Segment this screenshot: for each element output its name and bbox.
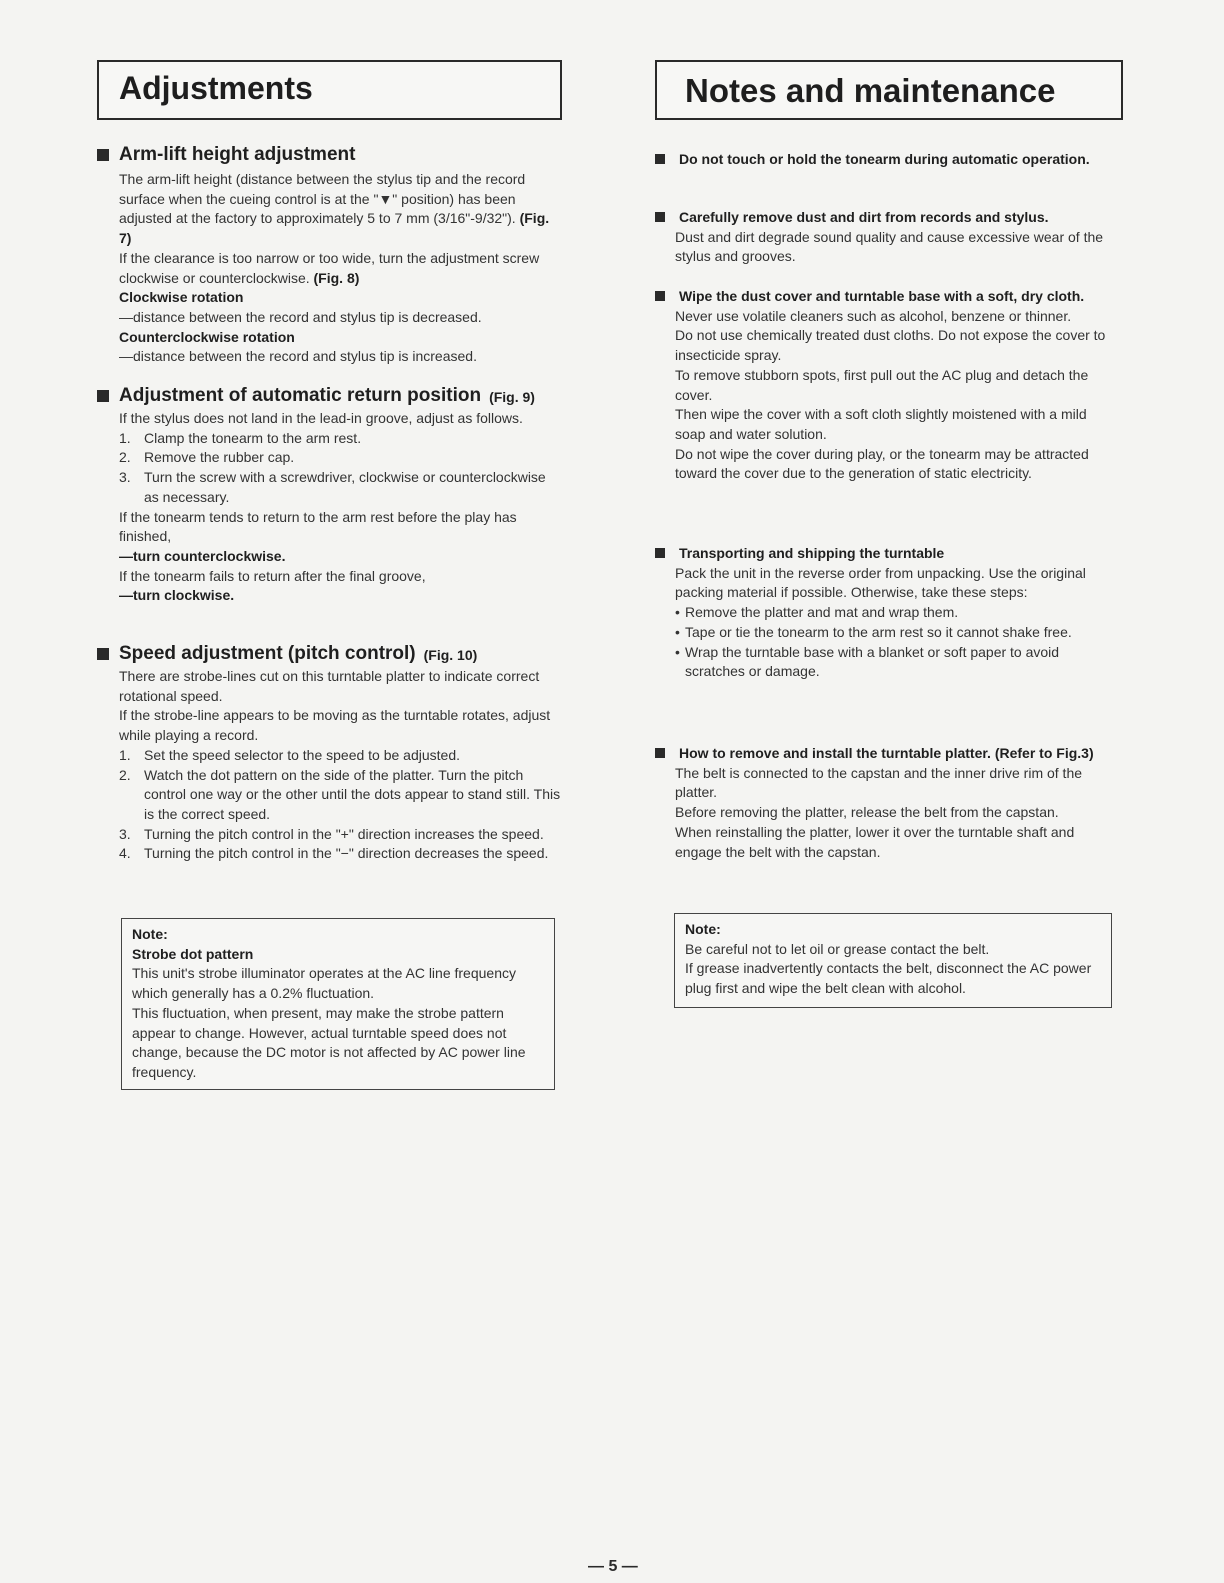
- square-bullet-icon: [655, 154, 665, 164]
- note-paragraph: If grease inadvertently contacts the belt, disconnect the AC power plug first and wipe the belt clean with alcohol.: [685, 960, 1092, 997]
- wipe-cover-section: [655, 287, 1117, 484]
- wipe-paragraph: Never use volatile cleaners such as alcohol, benzene or thinner.: [675, 307, 1072, 324]
- auto-return-steps: [119, 429, 562, 508]
- speed-paragraph-2: If the strobe-line appears to be moving as the turntable rotates, adjust while playing a record.: [119, 707, 551, 744]
- square-bullet-icon: [655, 212, 665, 222]
- notes-maintenance-title: Notes and maintenance: [655, 60, 1123, 120]
- counterclockwise-text: —distance between the record and stylus tip is increased.: [119, 348, 477, 365]
- auto-return-section: [97, 385, 562, 606]
- turn-clockwise: —turn clockwise.: [119, 587, 235, 604]
- turn-counterclockwise: —turn counterclockwise.: [119, 547, 286, 564]
- auto-return-heading: Adjustment of automatic return position (Fig. 9): [97, 385, 562, 407]
- list-item: 3. Turning the pitch control in the "+" direction increases the speed.: [119, 825, 544, 842]
- remove-dust-text: Dust and dirt degrade sound quality and cause excessive wear of the stylus and grooves.: [675, 228, 1104, 265]
- list-item: 3. Turn the screw with a screwdriver, clockwise or counterclockwise as necessary.: [119, 469, 546, 505]
- remove-dust-section: [655, 208, 1117, 267]
- clockwise-label: Clockwise rotation: [119, 289, 244, 306]
- belt-note-box: [674, 913, 1112, 1008]
- clockwise-text: —distance between the record and stylus tip is decreased.: [119, 308, 482, 325]
- counterclockwise-label: Counterclockwise rotation: [119, 328, 295, 345]
- square-bullet-icon: [97, 390, 109, 402]
- list-item: 4. Turning the pitch control in the "−" direction decreases the speed.: [119, 845, 549, 862]
- speed-steps: [119, 746, 562, 864]
- adjustments-title: Adjustments: [97, 60, 562, 120]
- square-bullet-icon: [655, 548, 665, 558]
- list-item: 2. Watch the dot pattern on the side of the platter. Turn the pitch control one way or the other until the dots appear to stand still. This is the correct speed.: [119, 766, 561, 822]
- no-touch-section: [655, 150, 1117, 170]
- wipe-paragraph: To remove stubborn spots, first pull out the AC plug and detach the cover.: [675, 366, 1089, 403]
- square-bullet-icon: [97, 648, 109, 660]
- strobe-note-box: [121, 918, 555, 1090]
- arm-lift-section: [97, 144, 562, 367]
- note-title: Note:: [132, 926, 168, 942]
- wipe-paragraph: Do not use chemically treated dust cloths. Do not expose the cover to insecticide spray.: [675, 327, 1106, 364]
- arm-lift-paragraph-1: The arm-lift height (distance between the stylus tip and the record surface when the cueing control is at the "▼" position) has been adjusted at the factory to approximately 5 to 7 mm (3/16"-9/32").: [119, 171, 526, 227]
- transport-paragraph: Pack the unit in the reverse order from unpacking. Use the original packing material if possible. Otherwise, take these steps:: [675, 564, 1086, 601]
- wipe-paragraph: Then wipe the cover with a soft cloth slightly moistened with a mild soap and water solution.: [675, 406, 1087, 442]
- note-subtitle: Strobe dot pattern: [132, 945, 254, 962]
- platter-paragraph: Before removing the platter, release the belt from the capstan.: [675, 804, 1059, 821]
- list-item: • Wrap the turntable base with a blanket or soft paper to avoid scratches or damage.: [675, 643, 1060, 680]
- list-item: 2. Remove the rubber cap.: [119, 449, 295, 466]
- arm-lift-paragraph-2: If the clearance is too narrow or too wide, turn the adjustment screw clockwise or counterclockwise.: [119, 249, 540, 286]
- note-paragraph: Be careful not to let oil or grease contact the belt.: [685, 940, 990, 957]
- note-paragraph: This fluctuation, when present, may make the strobe pattern appear to change. However, actual turntable speed does not change, because the DC motor is not affected by AC power line frequency.: [132, 1004, 526, 1080]
- note-paragraph: This unit's strobe illuminator operates at the AC line frequency which generally has a 0.2% fluctuation.: [132, 965, 516, 1002]
- note-title: Note:: [685, 921, 721, 937]
- speed-paragraph-1: There are strobe-lines cut on this turntable platter to indicate correct rotational speed.: [119, 668, 540, 704]
- auto-return-before: If the tonearm tends to return to the arm rest before the play has finished,: [119, 508, 517, 545]
- list-item: • Tape or tie the tonearm to the arm rest so it cannot shake free.: [675, 623, 1072, 640]
- list-item: • Remove the platter and mat and wrap them.: [675, 604, 959, 621]
- platter-heading: How to remove and install the turntable platter. (Refer to Fig.3): [679, 745, 1094, 761]
- platter-paragraph: The belt is connected to the capstan and the inner drive rim of the platter.: [675, 764, 1083, 801]
- fig-ref: (Fig. 7): [119, 210, 550, 247]
- platter-section: [655, 744, 1117, 862]
- page-number: — 5 —: [588, 1558, 638, 1575]
- arm-lift-heading: Arm-lift height adjustment: [97, 144, 562, 166]
- auto-return-intro: If the stylus does not land in the lead-in groove, adjust as follows.: [119, 410, 523, 426]
- transport-heading: Transporting and shipping the turntable: [679, 545, 945, 561]
- wipe-cover-heading: Wipe the dust cover and turntable base with a soft, dry cloth.: [679, 288, 1085, 304]
- list-item: 1. Set the speed selector to the speed to be adjusted.: [119, 746, 460, 763]
- no-touch-heading: Do not touch or hold the tonearm during automatic operation.: [679, 151, 1090, 167]
- remove-dust-heading: Carefully remove dust and dirt from records and stylus.: [679, 209, 1049, 225]
- wipe-paragraph: Do not wipe the cover during play, or the tonearm may be attracted toward the cover due to the generation of static electricity.: [675, 445, 1089, 482]
- platter-paragraph: When reinstalling the platter, lower it over the turntable shaft and engage the belt with the capstan.: [675, 823, 1075, 860]
- square-bullet-icon: [655, 291, 665, 301]
- transport-section: [655, 544, 1117, 682]
- speed-section: [97, 643, 562, 864]
- auto-return-fails: If the tonearm fails to return after the final groove,: [119, 567, 426, 584]
- square-bullet-icon: [97, 149, 109, 161]
- square-bullet-icon: [655, 748, 665, 758]
- speed-heading: Speed adjustment (pitch control) (Fig. 10): [97, 643, 562, 665]
- fig-ref: (Fig. 8): [313, 269, 360, 286]
- list-item: 1. Clamp the tonearm to the arm rest.: [119, 429, 362, 446]
